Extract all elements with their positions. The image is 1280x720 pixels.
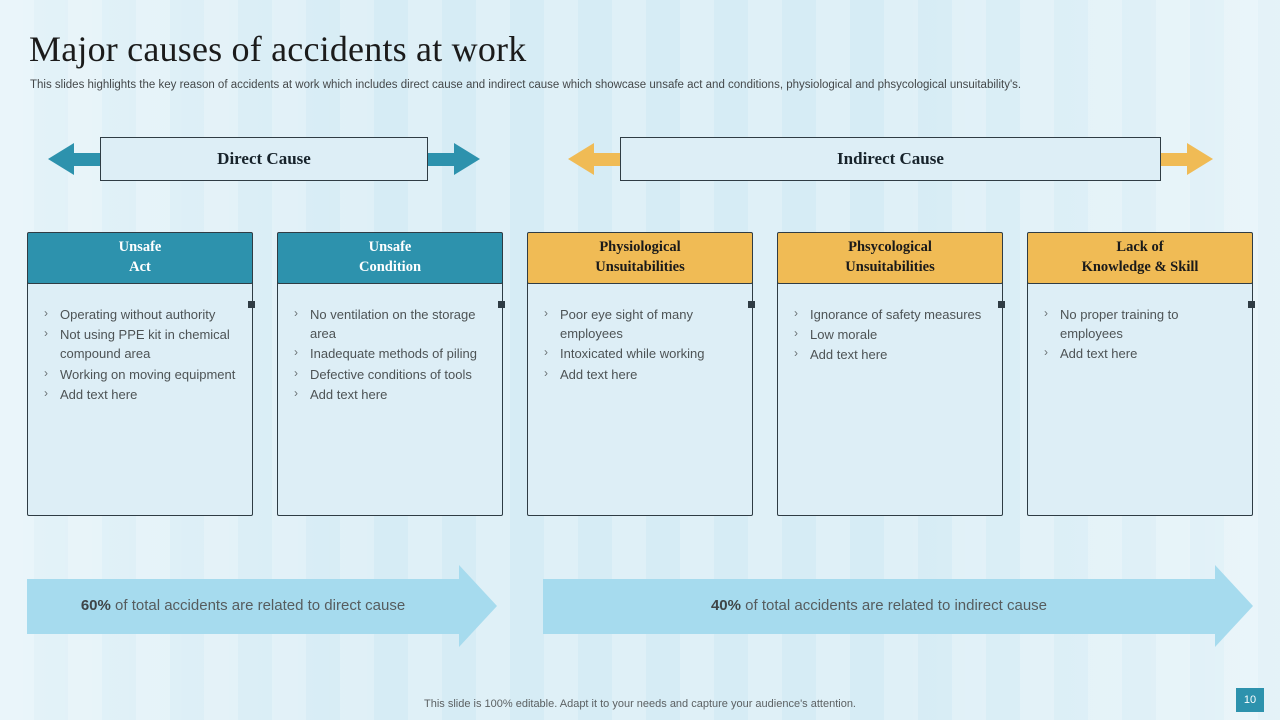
list-item-text: Low morale — [810, 327, 878, 343]
chevron-right-icon: › — [794, 326, 798, 341]
bullet-list — [790, 305, 990, 365]
column-body — [1027, 276, 1253, 516]
chevron-right-icon: › — [44, 306, 48, 320]
page-subtitle: This slides highlights the key reason of accidents at work which includes direct cause and indirect cause which showcase unsafe act and conditions, physiological and phsycological unsuitability's. — [30, 79, 1022, 91]
list-item — [790, 325, 990, 344]
chevron-right-icon: › — [794, 306, 798, 320]
stat-arrow-direct — [27, 565, 497, 647]
left-arrow-icon — [48, 143, 74, 175]
footer-note: This slide is 100% editable. Adapt it to your needs and capture your audience's attention. — [424, 698, 856, 710]
list-item — [40, 385, 240, 404]
list-item-text: Add text here — [810, 347, 888, 363]
list-item — [290, 305, 490, 343]
chevron-right-icon: › — [44, 326, 48, 341]
right-arrow-icon — [1187, 143, 1213, 175]
list-item-text: Working on moving equipment — [60, 366, 236, 382]
indirect-cause-label: Indirect Cause — [620, 137, 1161, 181]
stat-text: of total accidents are related to direct cause — [110, 597, 406, 615]
corner-dot-icon — [998, 301, 1005, 308]
banner-direct-cause — [48, 137, 480, 181]
list-item — [1040, 344, 1240, 363]
stat-text-container — [543, 579, 1215, 634]
list-item-text: Defective conditions of tools — [310, 366, 472, 382]
column-title-line1: Phsycological — [848, 239, 932, 256]
list-item — [790, 305, 990, 324]
chevron-right-icon: › — [794, 346, 798, 361]
stat-percent: 60% — [80, 597, 111, 615]
list-item-text: No proper training to employees — [1060, 307, 1179, 342]
column-title-line2: Knowledge & Skill — [1081, 259, 1199, 275]
list-item-text: Add text here — [560, 366, 638, 382]
category-column-phsycological-unsuitabilities — [777, 232, 1003, 516]
list-item — [40, 305, 240, 324]
bar-left — [74, 153, 100, 166]
column-title-line2: Condition — [358, 259, 422, 275]
direct-cause-label: Direct Cause — [100, 137, 428, 181]
category-column-unsafe-act — [27, 232, 253, 516]
left-arrow-icon — [568, 143, 594, 175]
column-title-line2: Act — [129, 259, 151, 275]
column-header — [777, 232, 1003, 284]
list-item — [290, 365, 490, 384]
bullet-list — [1040, 305, 1240, 364]
list-item — [790, 345, 990, 364]
page-number-badge: 10 — [1236, 688, 1264, 712]
list-item — [1040, 305, 1240, 343]
list-item-text: Inadequate methods of piling — [310, 346, 477, 362]
bar-right — [1161, 153, 1187, 166]
chevron-right-icon: › — [294, 385, 298, 400]
arrow-tip-icon — [459, 565, 497, 647]
list-item — [540, 344, 740, 363]
column-title-line1: Lack of — [1116, 239, 1164, 256]
corner-dot-icon — [1248, 301, 1255, 308]
chevron-right-icon: › — [294, 345, 298, 360]
right-arrow-icon — [454, 143, 480, 175]
list-item-text: Poor eye sight of many employees — [560, 307, 693, 342]
column-body — [277, 276, 503, 516]
bullet-list — [540, 305, 740, 384]
column-title-line1: Unsafe — [118, 239, 162, 256]
list-item — [40, 365, 240, 384]
list-item — [290, 344, 490, 363]
category-column-physiological-unsuitabilities — [527, 232, 753, 516]
column-header — [277, 232, 503, 284]
list-item-text: No ventilation on the storage area — [310, 307, 476, 342]
bar-right — [428, 153, 454, 166]
stat-arrow-indirect — [543, 565, 1253, 647]
corner-dot-icon — [248, 301, 255, 308]
list-item-text: Operating without authority — [60, 307, 216, 322]
column-body — [527, 276, 753, 516]
page-title: Major causes of accidents at work — [29, 29, 527, 69]
list-item-text: Intoxicated while working — [560, 346, 705, 362]
column-title-line1: Physiological — [599, 239, 681, 256]
list-item-text: Not using PPE kit in chemical compound area — [60, 327, 230, 362]
column-title-line1: Unsafe — [368, 239, 412, 256]
list-item — [290, 385, 490, 404]
bullet-list — [40, 305, 240, 404]
list-item-text: Ignorance of safety measures — [810, 307, 982, 322]
stat-text-container — [27, 579, 459, 634]
chevron-right-icon: › — [1044, 306, 1048, 320]
list-item-text: Add text here — [60, 386, 138, 402]
stat-percent: 40% — [710, 597, 741, 615]
bar-left — [594, 153, 620, 166]
chevron-right-icon: › — [294, 365, 298, 380]
list-item — [540, 365, 740, 384]
column-header — [1027, 232, 1253, 284]
stat-text: of total accidents are related to indirect cause — [741, 597, 1048, 615]
chevron-right-icon: › — [544, 306, 548, 320]
chevron-right-icon: › — [44, 385, 48, 400]
column-header — [527, 232, 753, 284]
chevron-right-icon: › — [44, 365, 48, 380]
arrow-tip-icon — [1215, 565, 1253, 647]
bullet-list — [290, 305, 490, 404]
list-item — [40, 325, 240, 363]
list-item-text: Add text here — [1060, 346, 1138, 362]
chevron-right-icon: › — [294, 306, 298, 320]
chevron-right-icon: › — [544, 345, 548, 360]
column-body — [777, 276, 1003, 516]
chevron-right-icon: › — [544, 365, 548, 380]
banner-indirect-cause — [568, 137, 1213, 181]
column-title-line2: Unsuitabilities — [845, 259, 935, 275]
category-column-unsafe-condition — [277, 232, 503, 516]
category-column-lack-of-knowledge-skill — [1027, 232, 1253, 516]
column-title-line2: Unsuitabilities — [595, 259, 685, 275]
column-body — [27, 276, 253, 516]
corner-dot-icon — [748, 301, 755, 308]
column-header — [27, 232, 253, 284]
chevron-right-icon: › — [1044, 345, 1048, 360]
corner-dot-icon — [498, 301, 505, 308]
list-item-text: Add text here — [310, 386, 388, 402]
list-item — [540, 305, 740, 343]
